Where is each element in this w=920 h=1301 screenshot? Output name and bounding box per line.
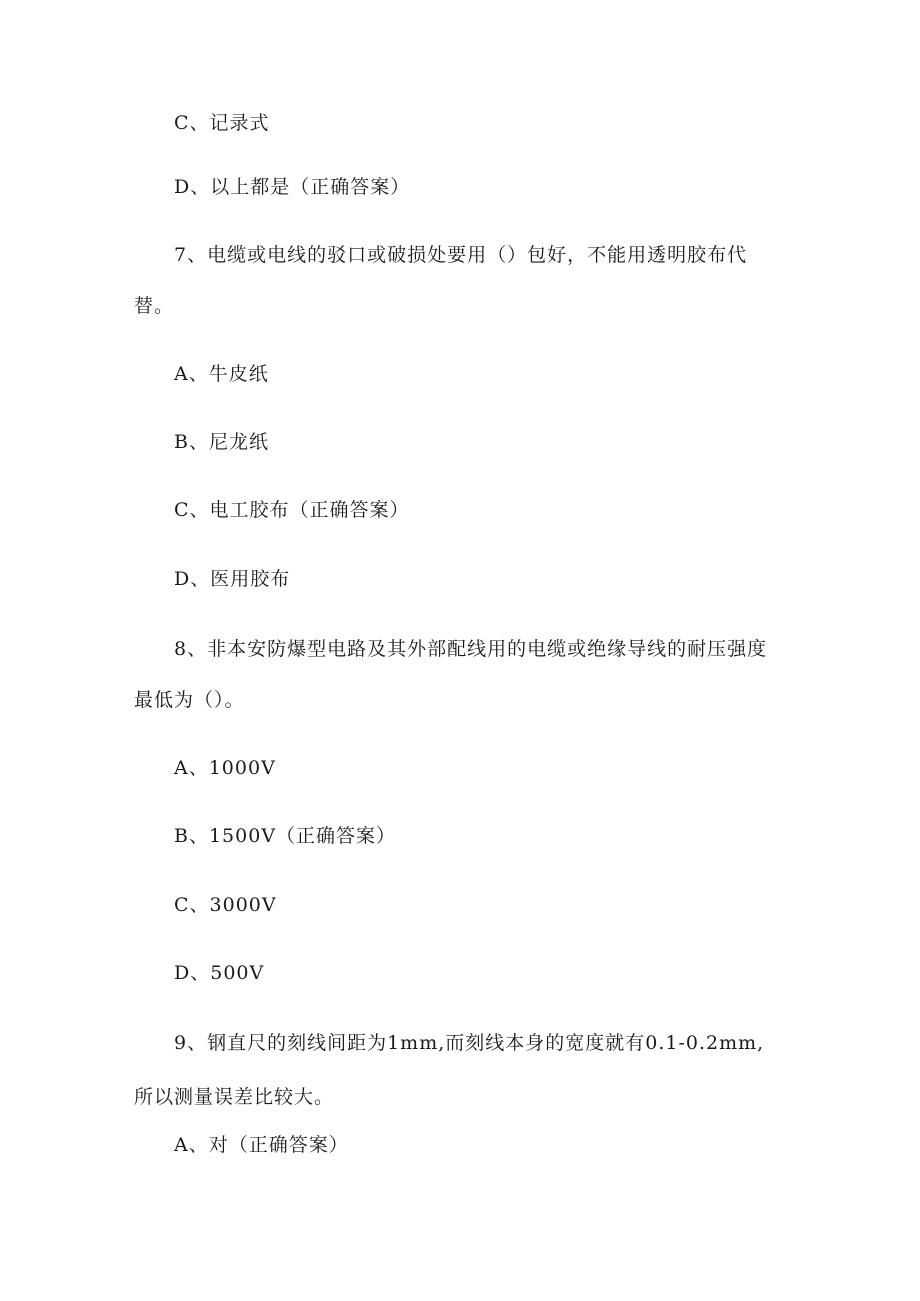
question-9-option-a: A、对（正确答案） [174, 1134, 349, 1156]
question-8-option-a: A、1000V [174, 757, 276, 779]
question-7-line-2: 替。 [134, 295, 175, 317]
question-9-line-2: 所以测量误差比较大。 [134, 1086, 335, 1108]
question-8-line-1: 8、非本安防爆型电路及其外部配线用的电缆或绝缘导线的耐压强度 [174, 638, 768, 660]
question-7-option-c: C、电工胶布（正确答案） [174, 499, 410, 521]
option-c-prev: C、记录式 [174, 112, 270, 134]
question-7-option-b: B、尼龙纸 [174, 431, 269, 453]
question-9-line-1: 9、钢直尺的刻线间距为1mm,而刻线本身的宽度就有0.1-0.2mm, [174, 1032, 765, 1054]
option-d-prev: D、以上都是（正确答案） [174, 176, 411, 198]
question-8-option-c: C、3000V [174, 894, 277, 916]
question-7-option-a: A、牛皮纸 [174, 363, 269, 385]
question-7-option-d: D、医用胶布 [174, 568, 291, 590]
question-7-line-1: 7、电缆或电线的驳口或破损处要用（）包好，不能用透明胶布代 [174, 244, 748, 266]
question-8-option-d: D、500V [174, 962, 265, 984]
question-8-line-2: 最低为（）。 [134, 689, 245, 711]
question-8-option-b: B、1500V（正确答案） [174, 825, 397, 847]
